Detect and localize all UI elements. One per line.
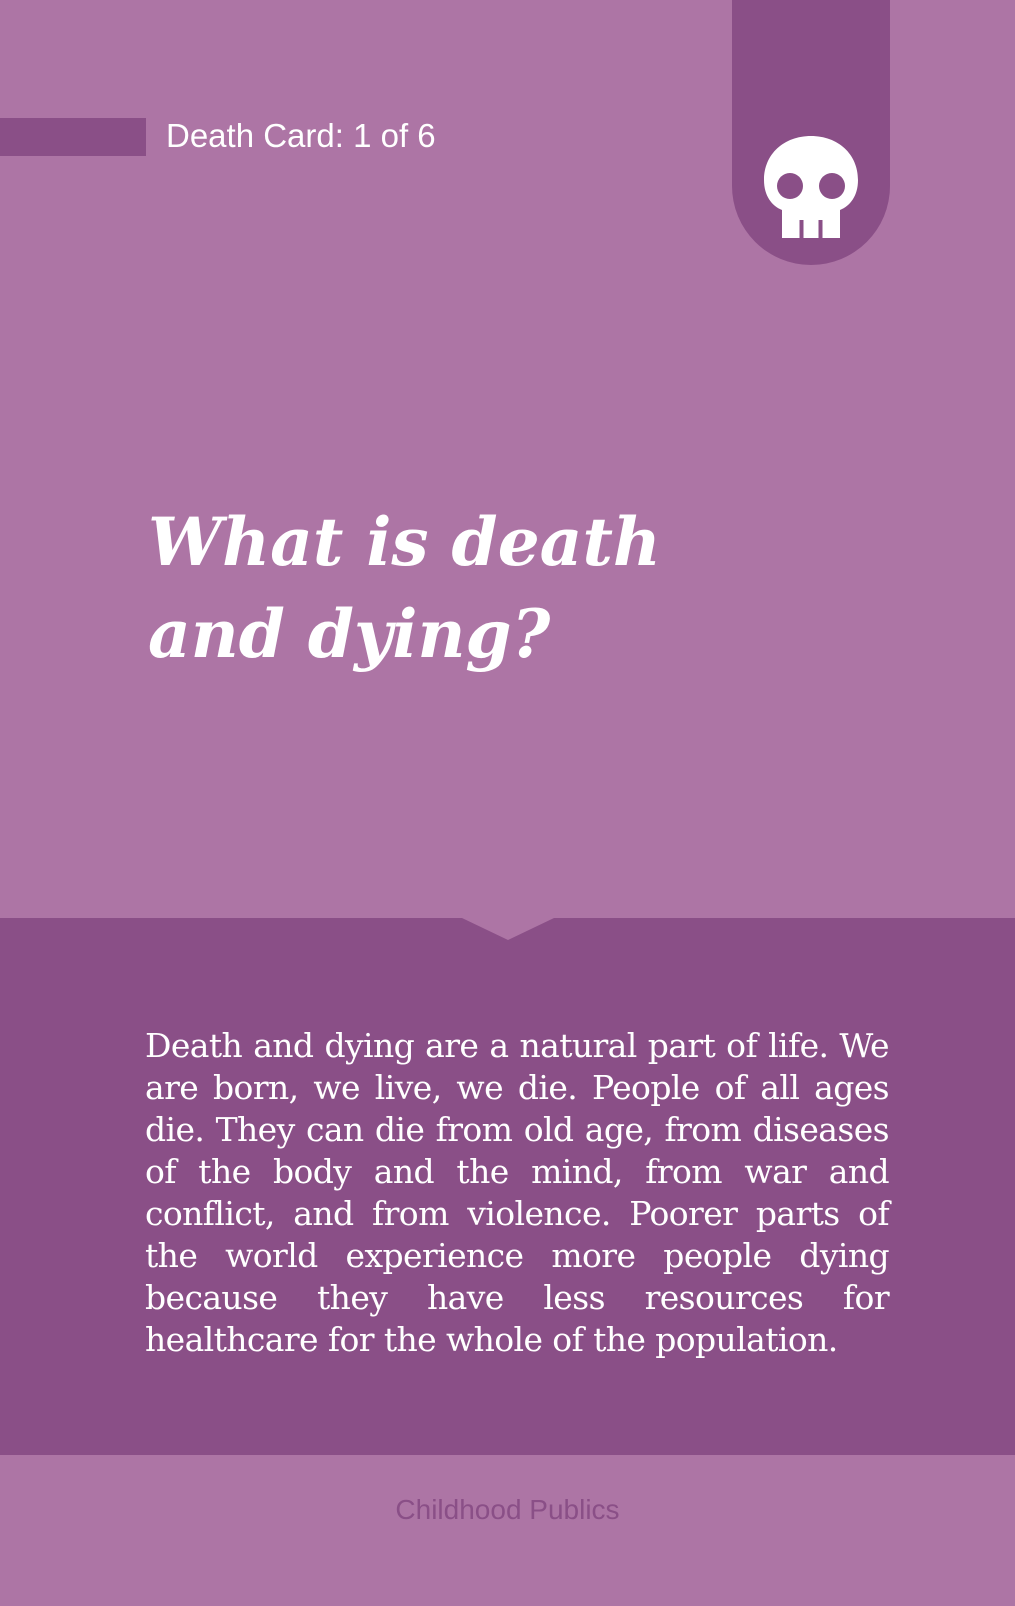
publisher-footer: Childhood Publics bbox=[395, 1494, 620, 1525]
card-title-line-1: What is death bbox=[148, 503, 661, 581]
header-accent-bar bbox=[0, 118, 146, 156]
skull-icon bbox=[764, 136, 858, 238]
panel-notch bbox=[462, 918, 554, 940]
card-title bbox=[148, 496, 788, 680]
card-counter: Death Card: 1 of 6 bbox=[166, 117, 436, 154]
card-body-text: Death and dying are a natural part of life. We are born, we live, we die. People of all ages die. They can die from old age, from diseases of the body and the mind, from war and conflict, and from violence. Poorer parts of the world experience more people dying because they have less resources for healthcare for the whole of the population. bbox=[145, 1026, 889, 1359]
card-title-line-2: and dying? bbox=[148, 595, 551, 673]
